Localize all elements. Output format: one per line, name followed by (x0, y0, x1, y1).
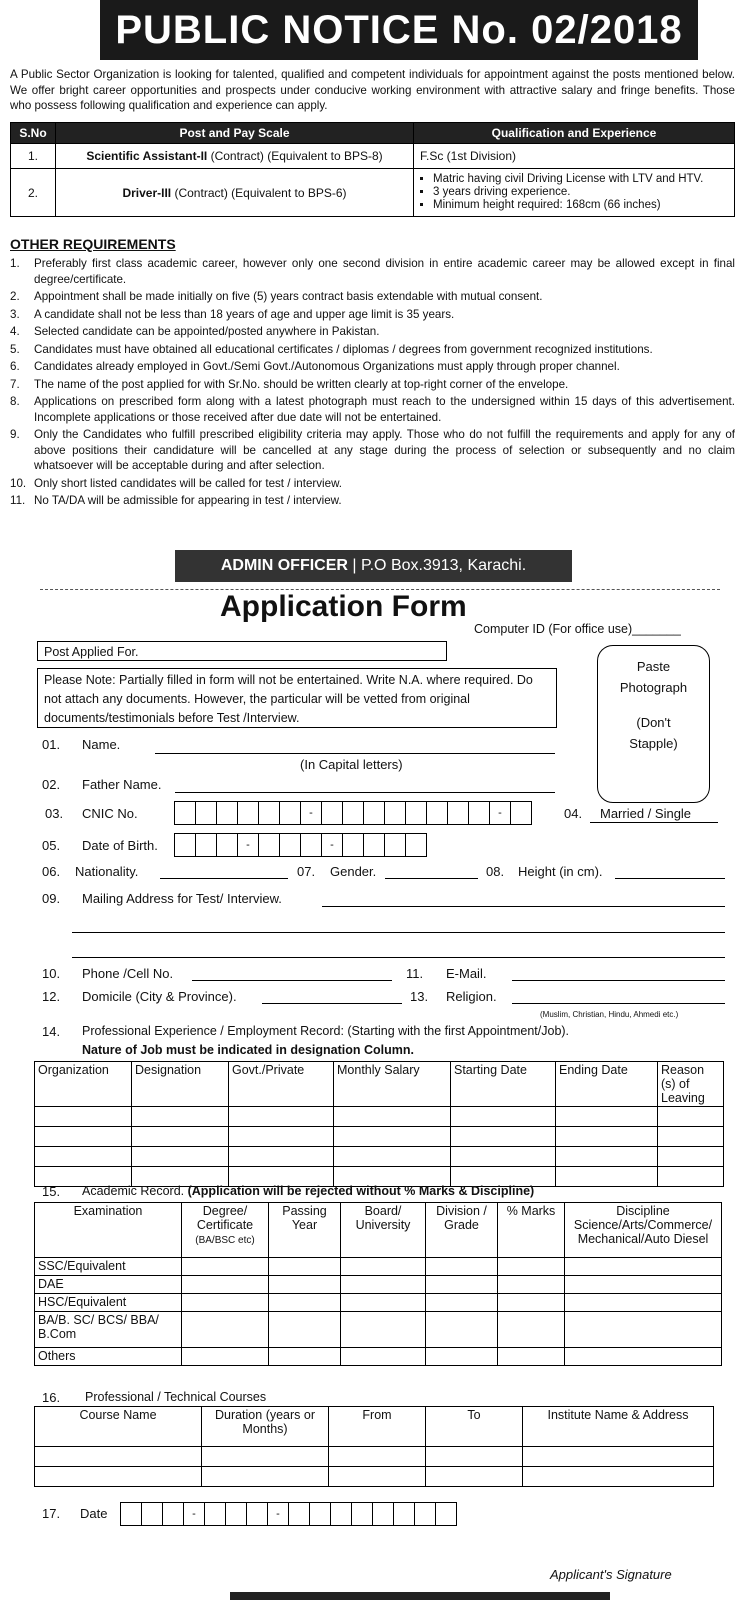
field-number: 15. (42, 1184, 61, 1199)
experience-label: Professional Experience / Employment Record: (Starting with the first Appointment/Job). (82, 1024, 570, 1038)
date-label: Date (80, 1506, 108, 1521)
applicant-signature-label: Applicant's Signature (550, 1567, 672, 1582)
academic-table (34, 1202, 722, 1366)
post-2-title: Driver-III (Contract) (Equivalent to BPS-6) (56, 169, 414, 217)
photo-label: Paste (636, 659, 671, 674)
exp-col-end: Ending Date (556, 1062, 658, 1107)
date-boxes[interactable]: - - (120, 1502, 457, 1526)
col-qual: Qualification and Experience (414, 123, 735, 144)
field-number: 04. (564, 806, 583, 821)
height-label: Height (in cm). (518, 864, 603, 879)
father-name-field[interactable] (175, 792, 555, 793)
father-name-label: Father Name. (82, 777, 162, 792)
field-number: 08. (486, 864, 505, 879)
qual-item: ▪ Matric having civil Driving License with LTV and HTV. (433, 173, 733, 186)
domicile-field[interactable] (262, 1003, 402, 1004)
table-row[interactable] (35, 1447, 714, 1467)
posts-table (10, 122, 735, 217)
requirement-item: 8. Applications on prescribed form along with a latest photograph must reach to the undersigned within 15 days of this advertisement. Incomplete applications or those received after due date will not be entertained. (10, 395, 735, 424)
experience-note: Nature of Job must be indicated in designation Column. (82, 1043, 414, 1057)
dob-label: Date of Birth. (82, 838, 158, 853)
religion-note: (Muslim, Christian, Hindu, Ahmedi etc.) (540, 1010, 679, 1019)
post-2-sno: 2. (11, 169, 56, 217)
religion-label: Religion. (446, 989, 497, 1004)
post-1-qual: F.Sc (1st Division) (414, 144, 735, 169)
experience-table (34, 1061, 724, 1187)
field-number: 07. (297, 864, 316, 879)
post-1-sno: 1. (11, 144, 56, 169)
table-row[interactable] (35, 1294, 722, 1312)
marital-status-label[interactable]: Married / Single (600, 806, 692, 821)
col-post: Post and Pay Scale (56, 123, 414, 144)
gender-field[interactable] (385, 878, 478, 879)
course-col-to: To (426, 1407, 523, 1447)
requirement-item: 10. Only short listed candidates will be called for test / interview. (10, 476, 343, 490)
email-label: E-Mail. (446, 966, 487, 981)
admin-officer-banner: ADMIN OFFICER | P.O Box.3913, Karachi. (175, 550, 572, 582)
phone-field[interactable] (192, 980, 392, 981)
exp-col-start: Starting Date (451, 1062, 556, 1107)
field-number: 17. (42, 1506, 61, 1521)
requirement-item: 4. Selected candidate can be appointed/posted anywhere in Pakistan. (10, 325, 380, 338)
course-col-institute: Institute Name & Address (523, 1407, 714, 1447)
post-1-title: Scientific Assistant-II (Contract) (Equivalent to BPS-8) (56, 144, 414, 169)
acad-col-degree: Degree/ Certificate (BA/BSC etc) (182, 1203, 269, 1258)
requirement-item: 11. No TA/DA will be admissible for appearing in test / interview. (10, 494, 342, 507)
acad-col-examination: Examination (35, 1203, 182, 1258)
acad-row-label: SSC/Equivalent (35, 1258, 182, 1276)
marital-status-field[interactable] (590, 822, 718, 823)
exp-col-govt: Govt./Private (229, 1062, 334, 1107)
table-row[interactable] (35, 1467, 714, 1487)
requirement-item: 3. A candidate shall not be less than 18 years of age and upper age limit is 35 years. (10, 307, 455, 321)
requirement-item: 1. Preferably first class academic career, however only one second division in entire academic career may be allowed except in final degree/certificate. (10, 257, 735, 286)
table-row[interactable] (35, 1127, 724, 1147)
name-field[interactable] (155, 753, 555, 754)
nationality-field[interactable] (160, 878, 288, 879)
form-title: Application Form (220, 590, 467, 623)
field-number: 13. (410, 989, 429, 1004)
acad-col-board: Board/ University (341, 1203, 426, 1258)
religion-field[interactable] (512, 1003, 725, 1004)
acad-row-label: DAE (35, 1276, 182, 1294)
computer-id-label: Computer ID (For office use)_______ (474, 622, 681, 636)
nationality-label: Nationality. (75, 864, 139, 879)
bottom-bar (230, 1592, 610, 1600)
table-row[interactable] (35, 1276, 722, 1294)
mailing-address-label: Mailing Address for Test/ Interview. (82, 891, 282, 906)
acad-col-division: Division / Grade (426, 1203, 498, 1258)
field-number: 10. (42, 966, 61, 981)
field-number: 09. (42, 891, 61, 906)
exp-col-designation: Designation (132, 1062, 229, 1107)
address-line-3[interactable] (72, 957, 725, 958)
cnic-label: CNIC No. (82, 806, 138, 821)
exp-col-salary: Monthly Salary (334, 1062, 451, 1107)
field-number: 01. (42, 737, 61, 752)
email-field[interactable] (512, 980, 725, 981)
acad-row-label: BA/B. SC/ BCS/ BBA/ B.Com (35, 1312, 182, 1348)
post-applied-field[interactable]: Post Applied For. (37, 641, 447, 661)
cnic-boxes[interactable]: - - (174, 801, 532, 825)
domicile-label: Domicile (City & Province). (82, 989, 237, 1004)
field-number: 02. (42, 777, 61, 792)
acad-col-marks: % Marks (498, 1203, 565, 1258)
acad-row-label: Others (35, 1348, 182, 1366)
notice-intro: A Public Sector Organization is looking for talented, qualified and competent individuals for appointment against the posts mentioned below. We offer bright career opportunities and prospects under conducive working environment with attractive salary and fringe benefits. Those who possess following qualification and experience can apply. (10, 68, 735, 112)
field-number: 03. (45, 806, 64, 821)
phone-label: Phone /Cell No. (82, 966, 174, 981)
height-field[interactable] (615, 878, 725, 879)
exp-col-organization: Organization (35, 1062, 132, 1107)
courses-table (34, 1406, 714, 1487)
requirements-list (10, 256, 735, 511)
academic-label: Academic Record. (Application will be rejected without % Marks & Discipline) (82, 1184, 535, 1198)
field-number: 05. (42, 838, 61, 853)
please-note-box: Please Note: Partially filled in form will not be entertained. Write N.A. where required. Do not attach any documents. However, the particular will be vetted from original documents/testimonials before Test /Interview. (37, 668, 557, 728)
acad-col-passing-year: Passing Year (269, 1203, 341, 1258)
field-number: 11. (406, 966, 424, 981)
table-row[interactable] (35, 1258, 722, 1276)
requirement-item: 9. Only the Candidates who fulfill prescribed eligibility criteria may apply. Those who do not fulfill the requirements and apply for any of above positions their candidature will be cancelled at any stage during the process of selection or subsequently and no claim whatsoever will be acceptable during and after selection. (10, 428, 735, 472)
courses-label: Professional / Technical Courses (85, 1390, 267, 1404)
table-row[interactable] (35, 1147, 724, 1167)
course-col-duration: Duration (years or Months) (202, 1407, 329, 1447)
requirement-item: 6. Candidates already employed in Govt./Semi Govt./Autonomous Organizations must apply through proper channel. (10, 360, 620, 373)
qual-item: ▪ Minimum height required: 168cm (66 inches) (433, 199, 733, 212)
acad-row-label: HSC/Equivalent (35, 1294, 182, 1312)
notice-title: PUBLIC NOTICE No. 02/2018 (100, 0, 698, 60)
photo-label: Photograph (619, 680, 688, 695)
requirement-item: 5. Candidates must have obtained all educational certificates / diplomas / degrees from government recognized institutions. (10, 342, 653, 356)
course-col-name: Course Name (35, 1407, 202, 1447)
requirement-item: 7. The name of the post applied for with Sr.No. should be written clearly at top-right corner of the envelope. (10, 377, 569, 391)
photo-box[interactable] (597, 645, 710, 803)
table-row[interactable] (35, 1107, 724, 1127)
photo-label: (Don't (636, 715, 671, 730)
name-label: Name. (82, 737, 121, 752)
col-sno: S.No (11, 123, 56, 144)
capital-letters-hint: (In Capital letters) (300, 757, 403, 772)
exp-col-reason: Reason (s) of Leaving (658, 1062, 724, 1107)
acad-col-discipline: Discipline Science/Arts/Commerce/ Mechanical/Auto Diesel (565, 1203, 722, 1258)
table-row[interactable] (35, 1312, 722, 1348)
address-line-1[interactable] (322, 906, 725, 907)
post-2-qual (414, 169, 735, 217)
photo-label: Stapple) (629, 736, 678, 751)
course-col-from: From (329, 1407, 426, 1447)
field-number: 16. (42, 1390, 61, 1405)
other-requirements-heading: OTHER REQUIREMENTS (10, 236, 176, 252)
address-line-2[interactable] (72, 932, 725, 933)
field-number: 12. (42, 989, 61, 1004)
requirement-item: 2. Appointment shall be made initially on five (5) years contract basis extendable with mutual consent. (10, 290, 543, 303)
qual-item: ▪ 3 years driving experience. (433, 186, 733, 199)
dob-boxes[interactable]: - - (174, 833, 427, 857)
field-number: 14. (42, 1024, 61, 1039)
gender-label: Gender. (330, 864, 377, 879)
field-number: 06. (42, 864, 61, 879)
table-row[interactable] (35, 1348, 722, 1366)
